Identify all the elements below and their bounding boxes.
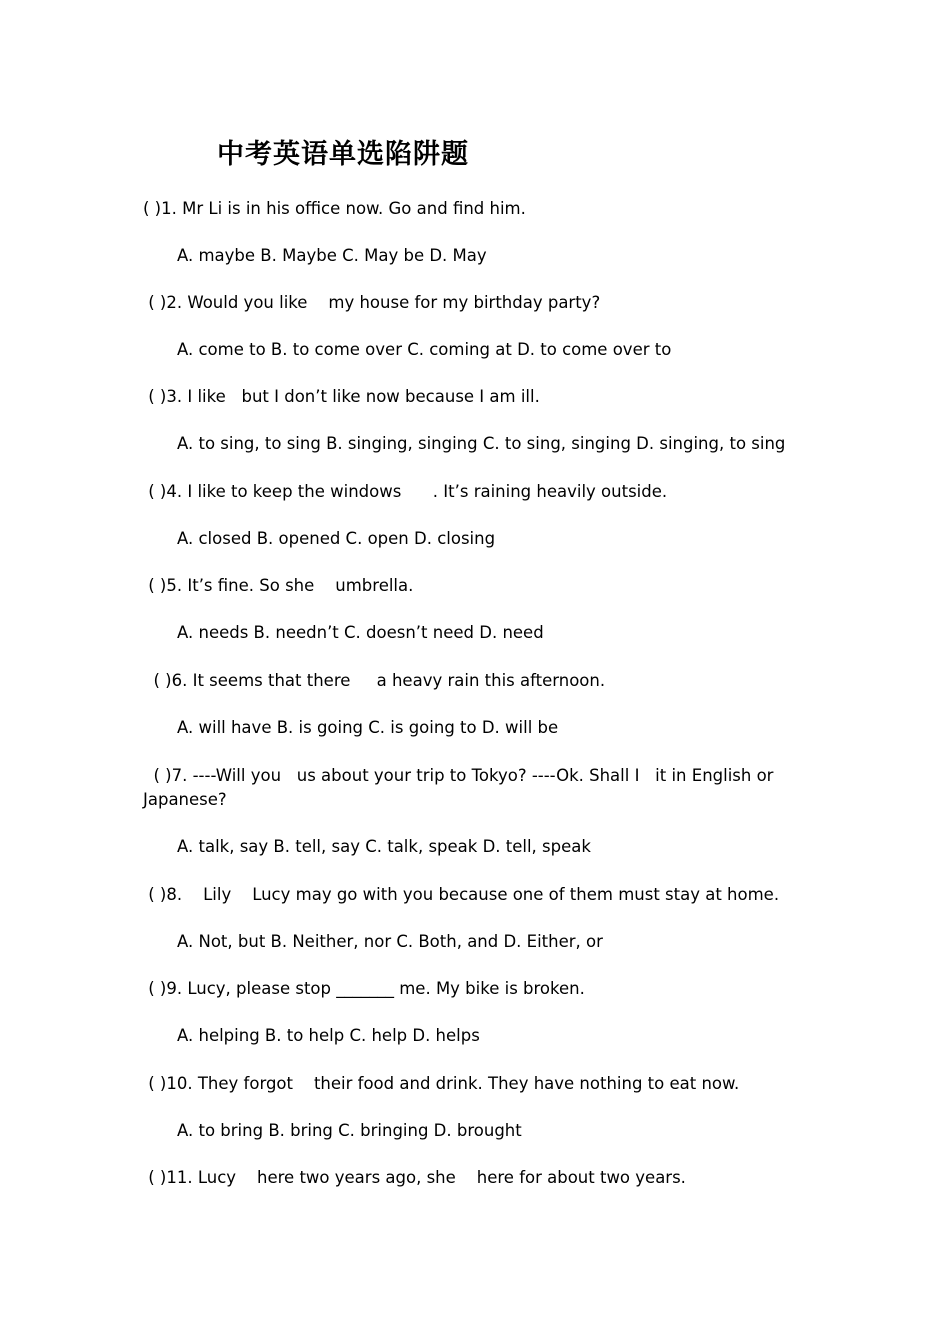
question-7: ( )7. ----Will you us about your trip to Tokyo? ----Ok. Shall I it in English or Japanese? (143, 766, 779, 809)
question-10: ( )10. They forgot their food and drink. They have nothing to eat now. (143, 1074, 740, 1093)
options-9: A. helping B. to help C. help D. helps (177, 1026, 480, 1045)
options-5: A. needs B. needn’t C. doesn’t need D. need (177, 623, 544, 642)
options-2: A. come to B. to come over C. coming at D. to come over to (177, 340, 672, 359)
question-2: ( )2. Would you like my house for my birthday party? (143, 293, 601, 312)
question-1: ( )1. Mr Li is in his office now. Go and find him. (143, 199, 526, 218)
options-1: A. maybe B. Maybe C. May be D. May (177, 246, 487, 265)
options-8: A. Not, but B. Neither, nor C. Both, and D. Either, or (177, 932, 603, 951)
question-4: ( )4. I like to keep the windows . It’s raining heavily outside. (143, 482, 668, 501)
question-3: ( )3. I like but I don’t like now because I am ill. (143, 387, 540, 406)
question-9: ( )9. Lucy, please stop _______ me. My bike is broken. (143, 979, 585, 998)
question-5: ( )5. It’s fine. So she umbrella. (143, 576, 414, 595)
options-10: A. to bring B. bring C. bringing D. brought (177, 1121, 522, 1140)
question-6: ( )6. It seems that there a heavy rain this afternoon. (143, 671, 606, 690)
options-7: A. talk, say B. tell, say C. talk, speak D. tell, speak (177, 837, 591, 856)
document-title: 中考英语单选陷阱题 (217, 139, 469, 170)
options-4: A. closed B. opened C. open D. closing (177, 529, 496, 548)
question-11: ( )11. Lucy here two years ago, she here for about two years. (143, 1168, 686, 1187)
question-8: ( )8. Lily Lucy may go with you because one of them must stay at home. (143, 885, 780, 904)
options-3: A. to sing, to sing B. singing, singing C. to sing, singing D. singing, to sing (177, 434, 786, 453)
options-6: A. will have B. is going C. is going to D. will be (177, 718, 559, 737)
